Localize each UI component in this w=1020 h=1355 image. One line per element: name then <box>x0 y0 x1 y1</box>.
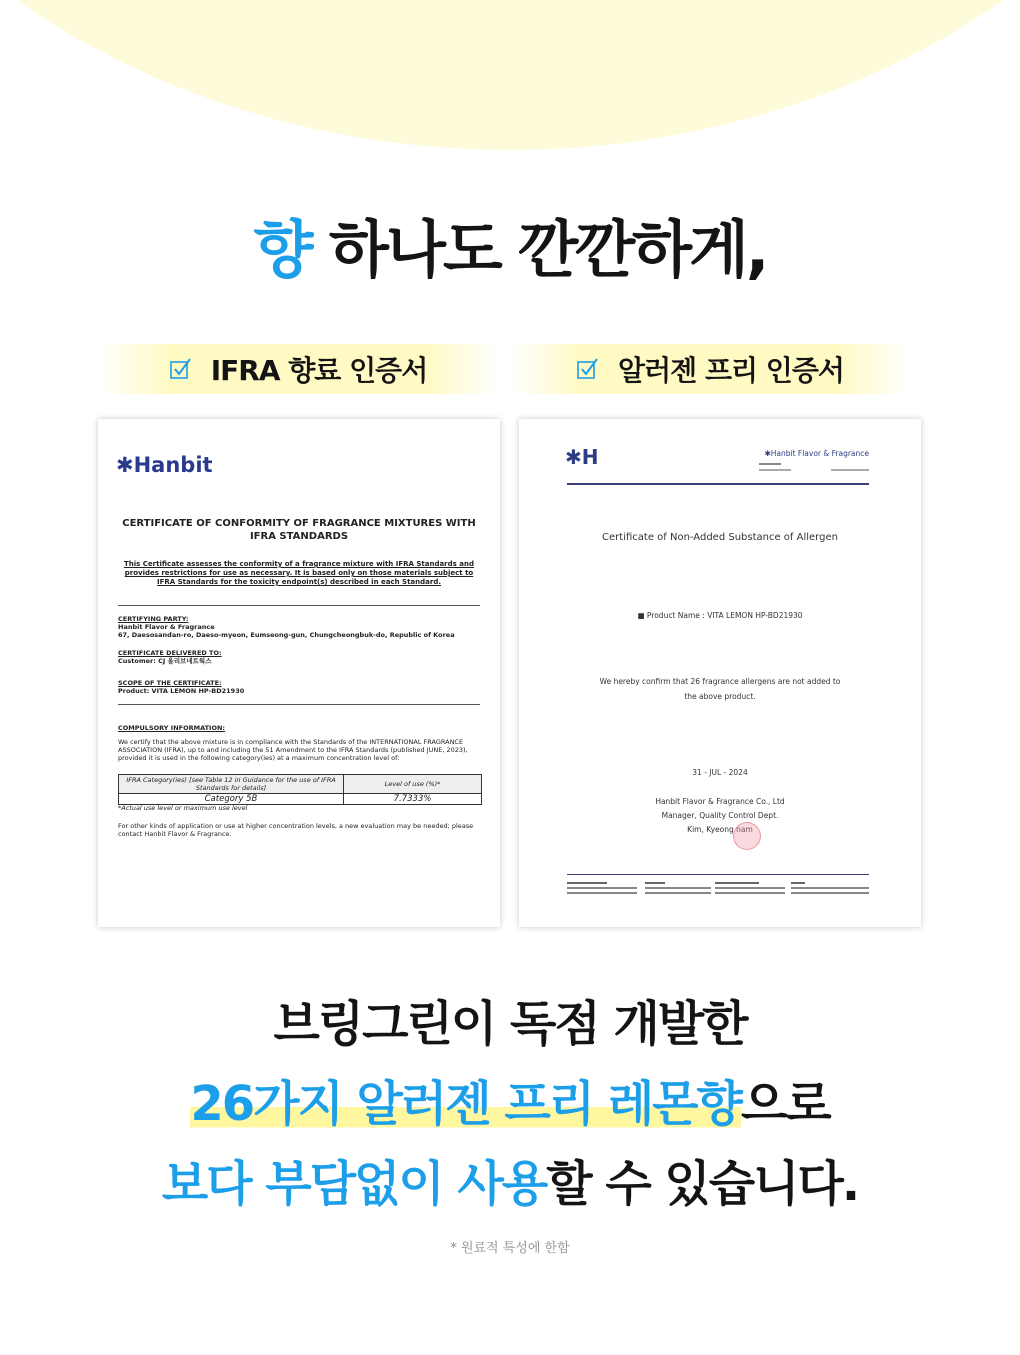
confirm-line-1: We hereby confirm that 26 fragrance allergens are not added to <box>599 677 841 686</box>
tagline-line-3-rest: 할 수 있습니다. <box>546 1156 859 1212</box>
sign-name: Kim, Kyeong nam <box>687 825 753 834</box>
tagline-line-2 <box>0 1065 1020 1134</box>
background-arc <box>0 0 1020 150</box>
footer-address-block <box>715 881 785 894</box>
footer-address-block <box>791 881 869 894</box>
divider <box>118 605 480 606</box>
table-header-level: Level of use (%)* <box>344 775 482 794</box>
sign-title: Manager, Quality Control Dept. <box>661 811 779 820</box>
tagline-line-1: 브링그린이 독점 개발한 <box>273 996 747 1052</box>
footer-rule <box>567 874 869 875</box>
table-cell-level: 7.7333% <box>344 794 482 805</box>
certificate-intro: This Certificate assesses the conformity of a fragrance mixture with IFRA Standards and provides restrictions for use as necessary. It is based only on those materials subject to IFRA Standards for the toxicity endpoint(s) described in each Standard. <box>124 560 474 586</box>
certificate-date: 31 - JUL - 2024 <box>692 768 748 777</box>
certificate-title: CERTIFICATE OF CONFORMITY OF FRAGRANCE MIXTURES WITH IFRA STANDARDS <box>122 518 476 542</box>
company-name: ✱Hanbit Flavor & Fragrance <box>764 449 869 458</box>
ifra-label-text: IFRA 향료 인증서 <box>210 354 428 387</box>
table-cell-category: Category 5B <box>119 794 344 805</box>
compulsory-info-section: COMPULSORY INFORMATION: We certify that the above mixture is in compliance with the Standards of the INTERNATIONAL FRAGRANCE ASSOCIATION (IFRA), up to and including the 51 Amendment to the IFRA Standards (published JUNE, 2023), provided it is used in the following category(ies) at a maximum concentration level of: <box>118 724 468 762</box>
footer-address-block <box>567 881 637 894</box>
ifra-certificate-document <box>98 419 500 927</box>
allergen-label-text: 알러젠 프리 인증서 <box>618 354 844 387</box>
hanbit-logo: ✱Hanbit <box>116 453 213 477</box>
certifying-party-section: CERTIFYING PARTY: Hanbit Flavor & Fragrance 67, Daesosandan-ro, Daeso-myeon, Eumseong-gun, Chungcheongbuk-do, Republic of Korea <box>118 615 455 639</box>
check-icon <box>169 357 193 381</box>
tagline-line-3 <box>0 1145 1020 1214</box>
footnote: * 원료적 특성에 한함 <box>450 1241 570 1256</box>
ifra-certificate-label <box>98 344 498 394</box>
hanbit-h-logo: ✱H <box>565 445 599 469</box>
headline-rest: 하나도 깐깐하게, <box>310 213 767 286</box>
tagline-line-3-highlight: 보다 부담없이 사용 <box>161 1156 547 1212</box>
confirm-line-2: the above product. <box>684 692 756 701</box>
tagline-line-2-highlight: 26가지 알러젠 프리 레몬향 <box>190 1076 741 1132</box>
check-icon <box>576 357 600 381</box>
header-rule <box>567 483 869 485</box>
table-note: *Actual use level or maximum use level <box>118 804 248 812</box>
company-seal-stamp <box>733 822 761 850</box>
allergen-certificate-document <box>519 419 921 927</box>
tagline-line-2-rest: 으로 <box>740 1076 830 1132</box>
footer-address-block <box>645 881 711 894</box>
table-header-category: IFRA Category(ies) [see Table 12 in Guidance for the use of IFRA Standards for details] <box>119 775 344 794</box>
allergen-certificate-title: Certificate of Non-Added Substance of Allergen <box>602 532 838 543</box>
divider <box>118 704 480 705</box>
ifra-category-table <box>118 774 482 805</box>
allergen-free-label <box>510 344 910 394</box>
certificate-footer-text: For other kinds of application or use at higher concentration levels, a new evaluation may be needed; please contact Hanbit Flavor & Fragrance. <box>118 822 474 838</box>
headline <box>0 200 1020 289</box>
sign-company: Hanbit Flavor & Fragrance Co., Ltd <box>655 797 785 806</box>
delivered-to-section: CERTIFICATE DELIVERED TO: Customer: CJ 올리브네트웍스 <box>118 649 222 665</box>
product-name: ■ Product Name : VITA LEMON HP-BD21930 <box>637 611 803 620</box>
scope-section: SCOPE OF THE CERTIFICATE: Product: VITA LEMON HP-BD21930 <box>118 679 245 695</box>
headline-highlight: 향 <box>253 213 311 286</box>
